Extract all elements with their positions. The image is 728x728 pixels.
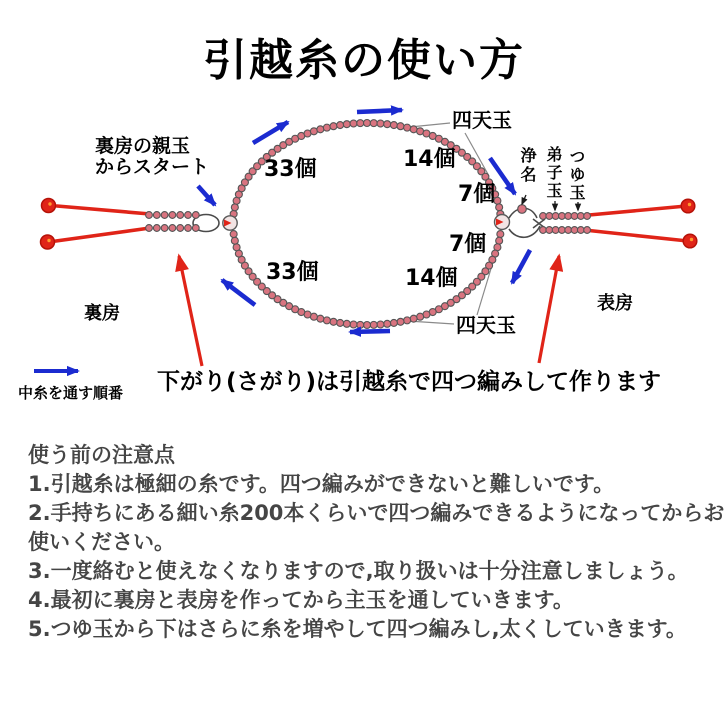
arrow-to-front-tassel [539, 256, 559, 363]
bead [410, 315, 417, 322]
arrow-bottom-left [222, 280, 255, 305]
bead [390, 319, 397, 326]
bead [185, 225, 192, 232]
tsuyudama-label: つゆ玉 [567, 148, 586, 202]
start-label-line1: 裏房の親玉 [95, 135, 191, 157]
tassel-ball-highlight [47, 239, 50, 242]
bead [146, 212, 153, 219]
bead [496, 204, 503, 211]
usage-notes [28, 441, 724, 644]
front-tassel-threads [589, 199, 697, 248]
arrow-lower-right [512, 250, 530, 283]
bead [357, 321, 364, 328]
tassel-ball [42, 199, 56, 213]
bead [330, 123, 337, 130]
bead [231, 237, 238, 244]
bead [404, 124, 411, 131]
bead [370, 321, 377, 328]
bead [343, 320, 350, 327]
bead [397, 123, 404, 130]
parent-beads [223, 205, 527, 231]
note-line: 使いください。 [28, 530, 175, 554]
bead [584, 213, 591, 220]
notes-heading: 使う前の注意点 [28, 443, 175, 467]
arrow-start-pointer [198, 186, 215, 205]
bead [337, 319, 344, 326]
bead [317, 126, 324, 133]
bead [185, 212, 192, 219]
count-upper-right: 7個 [458, 182, 496, 207]
shitendama-label-top: 四天玉 [452, 108, 512, 132]
bead [230, 231, 237, 238]
deshidama-label: 弟子玉 [544, 146, 563, 200]
bead [192, 225, 199, 232]
shitendama-label-bottom: 四天玉 [456, 313, 516, 337]
start-label-line2: からスタート [95, 156, 210, 179]
bead [357, 120, 364, 127]
note-line: 1.引越糸は極細の糸です。四つ編みができないと難しいです。 [28, 472, 615, 496]
bead [404, 317, 411, 324]
omotebusa-label: 表房 [597, 293, 633, 314]
count-top-right: 14個 [403, 147, 456, 172]
tassel-ball-highlight [688, 203, 691, 206]
bead [377, 321, 384, 328]
bead [364, 322, 371, 329]
tassel-ball-highlight [48, 202, 51, 205]
note-line: 2.手持ちにある細い糸200本くらいで四つ編みできるようになってからお [28, 501, 725, 525]
bead [192, 212, 199, 219]
arrow-bottom [350, 331, 390, 332]
bead [161, 212, 168, 219]
tassel-ball [681, 199, 695, 213]
bead [390, 122, 397, 129]
sagari-note: 下がり(さがり)は引越糸で四つ編みして作ります [157, 369, 662, 395]
bead [323, 124, 330, 131]
bead [161, 225, 168, 232]
count-lower-right: 7個 [449, 232, 487, 257]
arrow-to-back-tassel [179, 256, 202, 366]
bead [330, 318, 337, 325]
note-line: 5.つゆ玉から下はさらに糸を増やして四つ編みし,太くしていきます。 [28, 617, 687, 641]
tassel-ball-highlight [690, 238, 693, 241]
count-bottom-right: 14個 [405, 266, 458, 291]
bead [350, 120, 357, 127]
bead [384, 121, 391, 128]
bead [177, 212, 184, 219]
bead [169, 212, 176, 219]
bead [496, 237, 503, 244]
bead [397, 318, 404, 325]
jomyo-bead [518, 205, 527, 214]
note-line: 3.一度絡むと使えなくなりますので,取り扱いは十分注意しましょう。 [28, 559, 689, 583]
page-title: 引越糸の使い方 [203, 35, 525, 86]
bead [364, 120, 371, 127]
bead [337, 122, 344, 129]
back-tassel-threads [41, 199, 151, 250]
arrow-top [357, 110, 402, 112]
bead [169, 225, 176, 232]
bead [343, 121, 350, 128]
arrow-top-left [253, 122, 288, 143]
bead [177, 225, 184, 232]
bead [584, 227, 591, 234]
tassel-ball [683, 234, 697, 248]
tassel-pointer-arrows [179, 256, 559, 366]
tassel-ball [41, 235, 55, 249]
bead [233, 244, 240, 251]
start-label [95, 136, 209, 179]
bead [350, 321, 357, 328]
urabusa-label: 裏房 [84, 303, 120, 324]
bead [497, 231, 504, 238]
bead [384, 320, 391, 327]
jomyo-label: 浄名 [518, 147, 537, 185]
right-thread-loop [509, 208, 545, 237]
bead [153, 212, 160, 219]
main-bead-ring [230, 120, 504, 329]
bead [231, 204, 238, 211]
jomyo-pointer [522, 195, 526, 204]
bead [146, 225, 153, 232]
bead [153, 225, 160, 232]
legend-label: 中糸を通す順番 [18, 384, 124, 402]
bead [377, 120, 384, 127]
bead [370, 120, 377, 127]
note-line: 4.最初に裏房と表房を作ってから主玉を通していきます。 [28, 588, 574, 612]
bead [323, 317, 330, 324]
count-top-left: 33個 [264, 157, 317, 182]
count-bottom-left: 33個 [266, 260, 319, 285]
